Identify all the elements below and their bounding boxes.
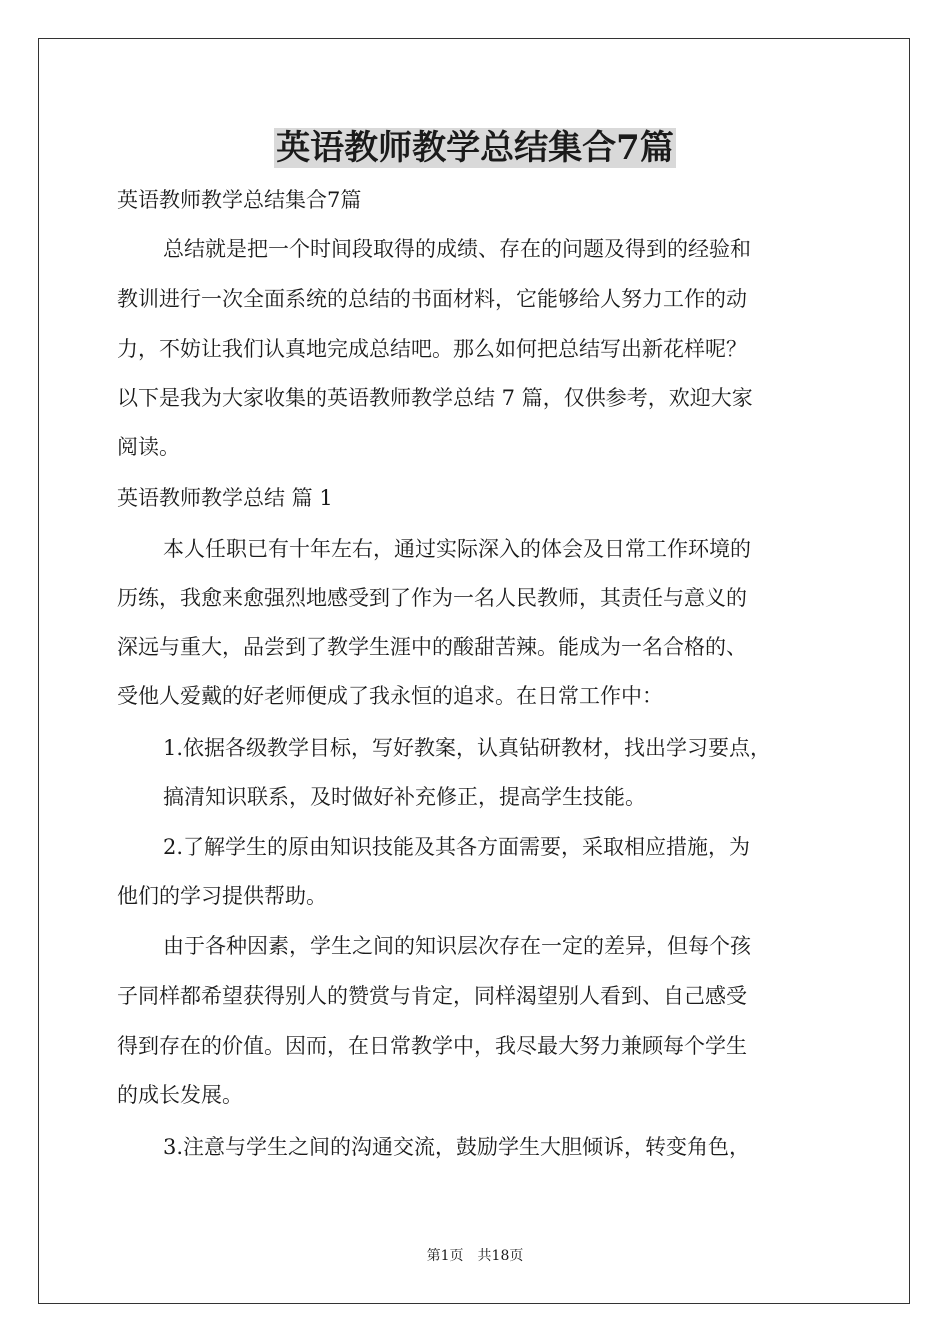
intro-line-1: 总结就是把一个时间段取得的成绩、存在的问题及得到的经验和 [163, 237, 751, 261]
body-line-8: 的成长发展。 [117, 1083, 243, 1107]
body-line-2: 历练，我愈来愈强烈地感受到了作为一名人民教师，其责任与意义的 [117, 586, 747, 610]
body-line-1: 本人任职已有十年左右，通过实际深入的体会及日常工作环境的 [163, 537, 751, 561]
page-border [38, 38, 910, 1304]
body-line-7: 得到存在的价值。因而，在日常教学中，我尽最大努力兼顾每个学生 [117, 1034, 747, 1058]
body-line-6: 子同样都希望获得别人的赞赏与肯定，同样渴望别人看到、自己感受 [117, 984, 747, 1008]
intro-line-4: 以下是我为大家收集的英语教师教学总结 7 篇，仅供参考，欢迎大家 [117, 386, 753, 410]
body-line-4: 受他人爱戴的好老师便成了我永恒的追求。在日常工作中： [117, 684, 663, 708]
intro-line-3: 力，不妨让我们认真地完成总结吧。那么如何把总结写出新花样呢？ [117, 337, 747, 361]
section-heading: 英语教师教学总结 篇 1 [117, 486, 333, 510]
list-item-2-line-2: 他们的学习提供帮助。 [117, 884, 327, 908]
page-footer: 第1页 共18页 [426, 1248, 524, 1264]
list-item-2-line-1: 2.了解学生的原由知识技能及其各方面需要，采取相应措施，为 [163, 835, 751, 859]
body-line-5: 由于各种因素，学生之间的知识层次存在一定的差异，但每个孩 [163, 934, 751, 958]
list-item-1-line-1: 1.依据各级教学目标，写好教案，认真钻研教材，找出学习要点， [163, 736, 772, 760]
body-line-3: 深远与重大，品尝到了教学生涯中的酸甜苦辣。能成为一名合格的、 [117, 635, 747, 659]
intro-line-2: 教训进行一次全面系统的总结的书面材料，它能够给人努力工作的动 [117, 287, 747, 311]
document-title [0, 126, 950, 170]
list-item-3-line-1: 3.注意与学生之间的沟通交流，鼓励学生大胆倾诉，转变角色， [163, 1135, 751, 1159]
subtitle-line: 英语教师教学总结集合7篇 [117, 188, 362, 212]
list-item-1-line-2: 搞清知识联系，及时做好补充修正，提高学生技能。 [163, 785, 646, 809]
document-title-text: 英语教师教学总结集合7篇 [276, 128, 674, 168]
intro-line-5: 阅读。 [117, 435, 180, 459]
